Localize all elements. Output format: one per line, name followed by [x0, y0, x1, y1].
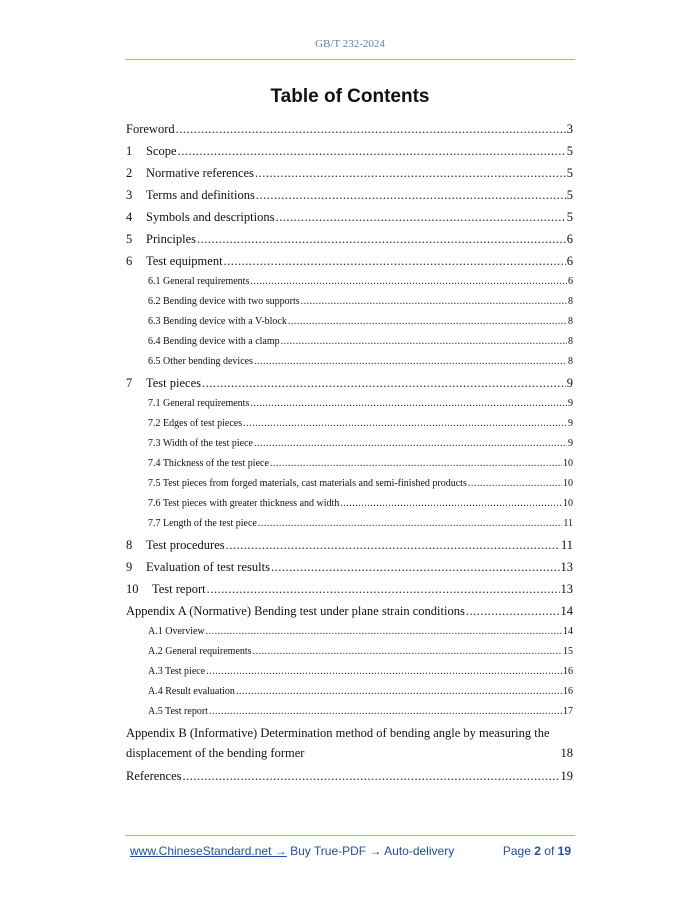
toc-leader-dots	[271, 556, 560, 578]
toc-entry-label: Appendix A (Normative) Bending test under plane strain conditions	[126, 604, 465, 618]
toc-leader-dots	[466, 600, 560, 622]
toc-entry-page: 9	[566, 376, 573, 390]
toc-entry-number: 8	[126, 538, 133, 552]
toc-leader-dots	[250, 272, 567, 292]
toc-entry-terms-definitions[interactable]	[126, 184, 573, 206]
toc-entry-label: 6.5 Other bending devices	[148, 356, 253, 367]
footer-promo	[130, 844, 454, 858]
header-rule	[125, 59, 575, 60]
toc-entry-label: Terms and definitions	[146, 188, 255, 202]
toc-leader-dots	[281, 332, 567, 352]
toc-leader-dots	[254, 434, 567, 454]
toc-entry-page: 13	[560, 582, 573, 596]
toc-leader-dots	[206, 622, 562, 642]
toc-leader-dots	[255, 162, 566, 184]
toc-leader-dots	[243, 414, 567, 434]
toc-entry-test-procedures[interactable]	[126, 534, 573, 556]
toc-entry-label: A.4 Result evaluation	[148, 686, 235, 697]
toc-entry-page: 3	[566, 122, 573, 136]
toc-leader-dots	[468, 474, 562, 494]
table-of-contents	[126, 118, 573, 787]
toc-entry-label: References	[126, 769, 182, 783]
toc-entry-number: 9	[126, 560, 133, 574]
toc-entry-foreword[interactable]	[126, 118, 573, 140]
toc-leader-dots	[256, 184, 566, 206]
toc-leader-dots	[183, 765, 560, 787]
toc-entry-page: 5	[566, 188, 573, 202]
toc-entry-label: Test pieces	[146, 376, 202, 390]
toc-leader-dots	[202, 372, 566, 394]
toc-entry-label: Symbols and descriptions	[146, 210, 275, 224]
toc-subentry-a-2[interactable]	[126, 642, 573, 662]
toc-entry-number: 6	[126, 254, 133, 268]
toc-entry-label: 6.4 Bending device with a clamp	[148, 336, 280, 347]
toc-entry-page: 8	[568, 296, 573, 307]
toc-entry-label: A.1 Overview	[148, 626, 205, 637]
toc-entry-scope[interactable]	[126, 140, 573, 162]
toc-entry-label: 6.3 Bending device with a V-block	[148, 316, 287, 327]
toc-entry-page: 16	[563, 666, 573, 677]
toc-entry-page: 14	[560, 604, 573, 618]
toc-entry-appendix-b[interactable]	[126, 723, 573, 763]
toc-entry-label: A.2 General requirements	[148, 646, 252, 657]
toc-leader-dots	[253, 642, 562, 662]
toc-entry-label: Scope	[146, 144, 177, 158]
toc-entry-label: 6.2 Bending device with two supports	[148, 296, 300, 307]
toc-entry-page: 14	[563, 626, 573, 637]
footer-buy-text: Buy True-PDF	[290, 844, 367, 858]
toc-entry-symbols[interactable]	[126, 206, 573, 228]
toc-entry-page: 10	[563, 498, 573, 509]
footer-delivery-text: Auto-delivery	[384, 844, 455, 858]
toc-entry-principles[interactable]	[126, 228, 573, 250]
toc-leader-dots	[207, 578, 560, 600]
page-title: Table of Contents	[270, 86, 430, 107]
toc-entry-label: 7.4 Thickness of the test piece	[148, 458, 269, 469]
toc-leader-dots	[176, 118, 566, 140]
toc-entry-label: Test equipment	[146, 254, 223, 268]
toc-entry-label: Evaluation of test results	[146, 560, 270, 574]
toc-subentry-a-4[interactable]	[126, 682, 573, 702]
toc-entry-references[interactable]	[126, 765, 573, 787]
toc-subentry-a-1[interactable]	[126, 622, 573, 642]
toc-entry-number: 7	[126, 376, 133, 390]
toc-subentry-7-1[interactable]	[126, 394, 573, 414]
toc-entry-normative-references[interactable]	[126, 162, 573, 184]
toc-entry-page: 11	[563, 518, 573, 529]
toc-entry-label: Foreword	[126, 122, 175, 136]
toc-entry-page: 11	[560, 538, 573, 552]
of-word: of	[544, 844, 555, 858]
toc-entry-page: 13	[560, 560, 573, 574]
toc-entry-page: 6	[566, 254, 573, 268]
toc-entry-evaluation[interactable]	[126, 556, 573, 578]
toc-leader-dots	[209, 702, 562, 722]
toc-subentry-6-4[interactable]	[126, 332, 573, 352]
toc-subentry-6-1[interactable]	[126, 272, 573, 292]
toc-entry-test-report[interactable]	[126, 578, 573, 600]
toc-entry-appendix-a[interactable]	[126, 600, 573, 622]
page-current: 2	[534, 844, 541, 858]
toc-subentry-7-4[interactable]	[126, 454, 573, 474]
page-total: 19	[557, 844, 571, 858]
toc-leader-dots	[275, 206, 565, 228]
toc-entry-page: 8	[568, 316, 573, 327]
toc-leader-dots	[258, 514, 563, 534]
toc-leader-dots	[236, 682, 562, 702]
toc-entry-label: 7.2 Edges of test pieces	[148, 418, 243, 429]
footer-site-link[interactable]: www.ChineseStandard.net →	[130, 844, 287, 858]
toc-entry-label: 7.3 Width of the test piece	[148, 438, 253, 449]
toc-subentry-6-3[interactable]	[126, 312, 573, 332]
toc-entry-number: 4	[126, 210, 133, 224]
toc-entry-page: 15	[563, 646, 573, 657]
toc-entry-page: 10	[563, 458, 573, 469]
toc-leader-dots	[254, 352, 567, 372]
toc-leader-dots	[270, 454, 562, 474]
toc-entry-label: 7.7 Length of the test piece	[148, 518, 257, 529]
toc-entry-label: Test procedures	[146, 538, 225, 552]
toc-subentry-6-2[interactable]	[126, 292, 573, 312]
toc-entry-page: 6	[566, 232, 573, 246]
toc-entry-page: 9	[568, 418, 573, 429]
toc-entry-number: 2	[126, 166, 133, 180]
toc-entry-number: 1	[126, 144, 133, 158]
toc-entry-label: A.5 Test report	[148, 706, 208, 717]
toc-entry-label-line2: displacement of the bending former	[126, 746, 305, 760]
toc-entry-label: Normative references	[146, 166, 254, 180]
toc-entry-page: 19	[560, 769, 573, 783]
toc-subentry-7-5[interactable]	[126, 474, 573, 494]
toc-entry-page: 9	[568, 398, 573, 409]
toc-subentry-7-7[interactable]	[126, 514, 573, 534]
toc-leader-dots	[301, 292, 567, 312]
toc-leader-dots	[250, 394, 567, 414]
footer-page-indicator	[503, 844, 571, 858]
toc-leader-dots	[197, 228, 566, 250]
arrow-right-icon: →	[274, 844, 287, 858]
toc-subentry-6-5[interactable]	[126, 352, 573, 372]
toc-entry-label: 7.5 Test pieces from forged materials, cast materials and semi-finished products	[148, 478, 467, 489]
toc-entry-page: 17	[563, 706, 573, 717]
toc-entry-test-equipment[interactable]	[126, 250, 573, 272]
toc-entry-page: 8	[568, 356, 573, 367]
toc-leader-dots	[178, 140, 566, 162]
toc-leader-dots	[340, 494, 562, 514]
toc-entry-page: 6	[568, 276, 573, 287]
toc-entry-page: 9	[568, 438, 573, 449]
toc-leader-dots	[226, 534, 560, 556]
toc-entry-label: A.3 Test piece	[148, 666, 206, 677]
footer-rule	[125, 835, 575, 836]
page-word: Page	[502, 844, 531, 858]
toc-subentry-7-3[interactable]	[126, 434, 573, 454]
toc-entry-label: 7.1 General requirements	[148, 398, 250, 409]
toc-entry-label: 7.6 Test pieces with greater thickness and width	[148, 498, 340, 509]
toc-entry-number: 10	[126, 582, 139, 596]
toc-subentry-a-5[interactable]	[126, 702, 573, 722]
toc-entry-page: 5	[566, 210, 573, 224]
toc-leader-dots	[224, 250, 566, 272]
toc-entry-page: 18	[560, 746, 573, 760]
toc-entry-label: 6.1 General requirements	[148, 276, 250, 287]
toc-entry-label-line1: Appendix B (Informative) Determination method of bending angle by measuring the	[126, 726, 550, 740]
toc-entry-page: 8	[568, 336, 573, 347]
toc-entry-test-pieces[interactable]	[126, 372, 573, 394]
toc-entry-page: 10	[563, 478, 573, 489]
header-standard-code: GB/T 232-2024	[315, 38, 385, 50]
toc-entry-page: 5	[566, 144, 573, 158]
arrow-right-icon: →	[369, 844, 382, 858]
toc-entry-number: 3	[126, 188, 133, 202]
toc-entry-page: 5	[566, 166, 573, 180]
toc-entry-number: 5	[126, 232, 133, 246]
toc-entry-label: Principles	[146, 232, 196, 246]
toc-entry-label: Test report	[152, 582, 206, 596]
toc-subentry-7-6[interactable]	[126, 494, 573, 514]
toc-entry-page: 16	[563, 686, 573, 697]
toc-leader-dots	[206, 662, 562, 682]
toc-leader-dots	[288, 312, 567, 332]
toc-subentry-7-2[interactable]	[126, 414, 573, 434]
toc-subentry-a-3[interactable]	[126, 662, 573, 682]
